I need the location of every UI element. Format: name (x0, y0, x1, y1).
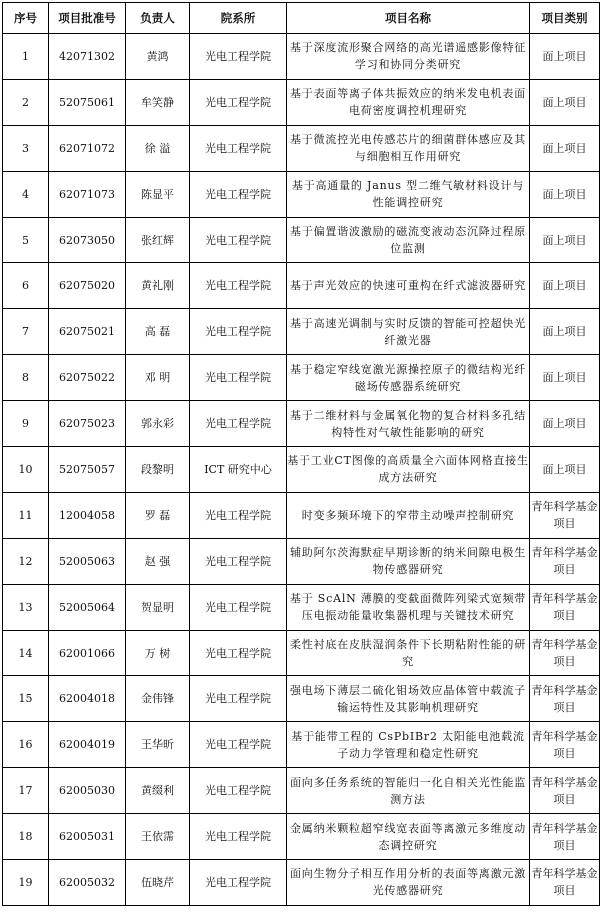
cell-project-name: 基于稳定窄线宽激光源操控原子的微结构光纤磁场传感器系统研究 (287, 355, 530, 401)
table-row (3, 125, 600, 171)
cell-index: 16 (3, 722, 49, 768)
cell-leader: 贺显明 (126, 584, 190, 630)
col-header-department: 院系所 (190, 3, 287, 34)
cell-project-name: 金属纳米颗粒超窄线宽表面等离激元多维度动态调控研究 (287, 814, 530, 860)
cell-leader: 黄礼刚 (126, 263, 190, 309)
col-header-leader: 负责人 (126, 3, 190, 34)
cell-project-name: 基于高通量的 Janus 型二维气敏材料设计与性能调控研究 (287, 171, 530, 217)
cell-approval-no: 62075022 (49, 355, 126, 401)
cell-index: 12 (3, 538, 49, 584)
cell-leader: 邓 明 (126, 355, 190, 401)
cell-category: 青年科学基金项目 (530, 814, 600, 860)
cell-leader: 陈显平 (126, 171, 190, 217)
cell-category: 面上项目 (530, 401, 600, 447)
cell-approval-no: 52075061 (49, 79, 126, 125)
cell-department: 光电工程学院 (190, 492, 287, 538)
cell-index: 18 (3, 814, 49, 860)
table-row (3, 401, 600, 447)
cell-category: 青年科学基金项目 (530, 630, 600, 676)
cell-department: 光电工程学院 (190, 860, 287, 906)
cell-department: 光电工程学院 (190, 171, 287, 217)
cell-index: 15 (3, 676, 49, 722)
cell-category: 青年科学基金项目 (530, 768, 600, 814)
cell-leader: 金伟锋 (126, 676, 190, 722)
cell-project-name: 辅助阿尔茨海默症早期诊断的纳米间隙电极生物传感器研究 (287, 538, 530, 584)
cell-department: 光电工程学院 (190, 79, 287, 125)
cell-project-name: 基于声光效应的快速可重构在纤式滤波器研究 (287, 263, 530, 309)
cell-project-name: 基于偏置谐波激励的磁流变液动态沉降过程原位监测 (287, 217, 530, 263)
cell-leader: 王华昕 (126, 722, 190, 768)
cell-category: 面上项目 (530, 447, 600, 493)
cell-index: 8 (3, 355, 49, 401)
table-row (3, 79, 600, 125)
col-header-project-name: 项目名称 (287, 3, 530, 34)
cell-category: 面上项目 (530, 355, 600, 401)
cell-index: 13 (3, 584, 49, 630)
cell-leader: 赵 强 (126, 538, 190, 584)
cell-approval-no: 62004018 (49, 676, 126, 722)
cell-department: 光电工程学院 (190, 722, 287, 768)
cell-approval-no: 52005063 (49, 538, 126, 584)
cell-project-name: 基于 ScAlN 薄膜的变截面微阵列梁式宽频带压电振动能量收集器机理与关键技术研究 (287, 584, 530, 630)
cell-project-name: 基于工业CT图像的高质量全六面体网格直接生成方法研究 (287, 447, 530, 493)
cell-department: ICT 研究中心 (190, 447, 287, 493)
table-row (3, 355, 600, 401)
cell-category: 面上项目 (530, 263, 600, 309)
table-row (3, 722, 600, 768)
cell-leader: 伍晓芹 (126, 860, 190, 906)
cell-category: 青年科学基金项目 (530, 722, 600, 768)
table-row (3, 584, 600, 630)
cell-leader: 段黎明 (126, 447, 190, 493)
table-row (3, 860, 600, 906)
cell-leader: 张红辉 (126, 217, 190, 263)
cell-index: 9 (3, 401, 49, 447)
cell-index: 6 (3, 263, 49, 309)
cell-leader: 高 磊 (126, 309, 190, 355)
cell-department: 光电工程学院 (190, 768, 287, 814)
cell-index: 1 (3, 34, 49, 80)
cell-approval-no: 62075020 (49, 263, 126, 309)
cell-approval-no: 62004019 (49, 722, 126, 768)
cell-project-name: 面向多任务系统的智能归一化自相关光性能监测方法 (287, 768, 530, 814)
cell-leader: 罗 磊 (126, 492, 190, 538)
table-body (3, 34, 600, 906)
cell-category: 青年科学基金项目 (530, 538, 600, 584)
cell-leader: 万 树 (126, 630, 190, 676)
cell-approval-no: 62075023 (49, 401, 126, 447)
table-row (3, 492, 600, 538)
cell-project-name: 时变多频环境下的窄带主动噪声控制研究 (287, 492, 530, 538)
col-header-approval-no: 项目批准号 (49, 3, 126, 34)
cell-leader: 黄鸿 (126, 34, 190, 80)
cell-category: 面上项目 (530, 34, 600, 80)
cell-index: 5 (3, 217, 49, 263)
cell-approval-no: 12004058 (49, 492, 126, 538)
cell-category: 青年科学基金项目 (530, 492, 600, 538)
cell-index: 14 (3, 630, 49, 676)
cell-approval-no: 52005064 (49, 584, 126, 630)
cell-category: 青年科学基金项目 (530, 584, 600, 630)
cell-department: 光电工程学院 (190, 630, 287, 676)
cell-leader: 郭永彩 (126, 401, 190, 447)
header-row (3, 3, 600, 34)
cell-category: 面上项目 (530, 125, 600, 171)
cell-leader: 牟笑静 (126, 79, 190, 125)
cell-project-name: 基于高速光调制与实时反馈的智能可控超快光纤激光器 (287, 309, 530, 355)
cell-leader: 徐 溢 (126, 125, 190, 171)
table-row (3, 447, 600, 493)
cell-approval-no: 62005030 (49, 768, 126, 814)
cell-department: 光电工程学院 (190, 125, 287, 171)
cell-leader: 王依霈 (126, 814, 190, 860)
col-header-index: 序号 (3, 3, 49, 34)
cell-index: 11 (3, 492, 49, 538)
cell-category: 面上项目 (530, 309, 600, 355)
cell-department: 光电工程学院 (190, 401, 287, 447)
cell-approval-no: 42071302 (49, 34, 126, 80)
cell-project-name: 基于能带工程的 CsPbIBr2 太阳能电池载流子动力学管理和稳定性研究 (287, 722, 530, 768)
cell-index: 17 (3, 768, 49, 814)
cell-project-name: 基于表面等离子体共振效应的纳米发电机表面电荷密度调控机理研究 (287, 79, 530, 125)
cell-department: 光电工程学院 (190, 34, 287, 80)
cell-project-name: 面向生物分子相互作用分析的表面等离激元激光传感器研究 (287, 860, 530, 906)
table-row (3, 263, 600, 309)
cell-approval-no: 62075021 (49, 309, 126, 355)
cell-index: 19 (3, 860, 49, 906)
cell-approval-no: 62005032 (49, 860, 126, 906)
projects-table (2, 2, 600, 906)
cell-approval-no: 62071072 (49, 125, 126, 171)
cell-category: 面上项目 (530, 217, 600, 263)
table-header (3, 3, 600, 34)
cell-department: 光电工程学院 (190, 217, 287, 263)
table-row (3, 309, 600, 355)
cell-approval-no: 62005031 (49, 814, 126, 860)
table-row (3, 171, 600, 217)
table-row (3, 814, 600, 860)
cell-project-name: 基于二维材料与金属氧化物的复合材料多孔结构特性对气敏性能影响的研究 (287, 401, 530, 447)
cell-category: 面上项目 (530, 79, 600, 125)
table-row (3, 34, 600, 80)
cell-category: 青年科学基金项目 (530, 676, 600, 722)
cell-index: 7 (3, 309, 49, 355)
cell-leader: 黄缀利 (126, 768, 190, 814)
cell-index: 4 (3, 171, 49, 217)
cell-project-name: 基于微流控光电传感芯片的细菌群体感应及其与细胞相互作用研究 (287, 125, 530, 171)
table-row (3, 676, 600, 722)
cell-department: 光电工程学院 (190, 584, 287, 630)
cell-approval-no: 62071073 (49, 171, 126, 217)
table-row (3, 630, 600, 676)
cell-department: 光电工程学院 (190, 538, 287, 584)
cell-category: 面上项目 (530, 171, 600, 217)
cell-department: 光电工程学院 (190, 676, 287, 722)
cell-department: 光电工程学院 (190, 263, 287, 309)
cell-project-name: 强电场下薄层二硫化钼场效应晶体管中载流子输运特性及其影响机理研究 (287, 676, 530, 722)
cell-approval-no: 52075057 (49, 447, 126, 493)
col-header-category: 项目类别 (530, 3, 600, 34)
table-row (3, 768, 600, 814)
cell-category: 青年科学基金项目 (530, 860, 600, 906)
cell-department: 光电工程学院 (190, 355, 287, 401)
cell-approval-no: 62073050 (49, 217, 126, 263)
table-row (3, 217, 600, 263)
cell-approval-no: 62001066 (49, 630, 126, 676)
cell-department: 光电工程学院 (190, 309, 287, 355)
cell-project-name: 柔性衬底在皮肤湿润条件下长期粘附性能的研究 (287, 630, 530, 676)
cell-department: 光电工程学院 (190, 814, 287, 860)
cell-project-name: 基于深度流形聚合网络的高光谱遥感影像特征学习和协同分类研究 (287, 34, 530, 80)
cell-index: 10 (3, 447, 49, 493)
table-row (3, 538, 600, 584)
cell-index: 3 (3, 125, 49, 171)
cell-index: 2 (3, 79, 49, 125)
